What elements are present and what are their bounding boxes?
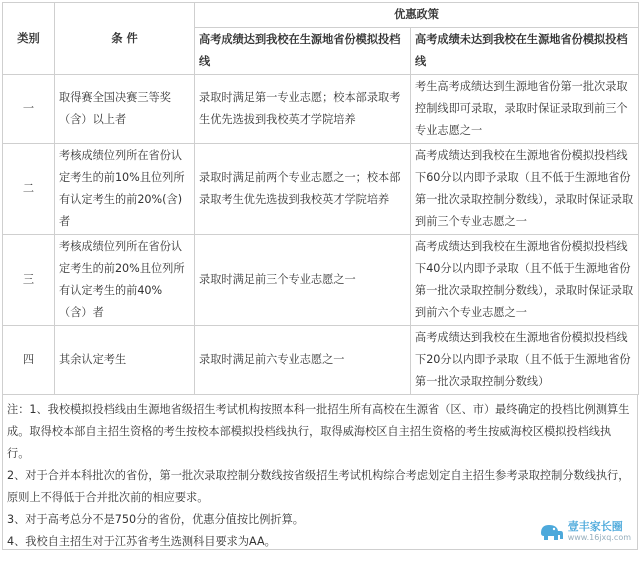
table-row xyxy=(3,75,639,144)
row-reach-policy: 录取时满足前两个专业志愿之一；校本部录取考生优先选拔到我校英才学院培养 xyxy=(195,144,411,235)
header-policy: 优惠政策 xyxy=(195,3,639,28)
row-condition: 其余认定考生 xyxy=(55,326,195,395)
note-item: 3、对于高考总分不是750分的省份，优惠分值按比例折算。 xyxy=(7,513,304,526)
policy-table xyxy=(2,2,639,395)
row-condition: 取得赛全国决赛三等奖（含）以上者 xyxy=(55,75,195,144)
watermark xyxy=(538,521,631,543)
notes-section xyxy=(2,395,638,550)
row-category: 三 xyxy=(3,235,55,326)
watermark-url: www.16jxq.com xyxy=(567,533,631,542)
elephant-logo-icon xyxy=(538,521,564,543)
row-reach-policy: 录取时满足前三个专业志愿之一 xyxy=(195,235,411,326)
row-not-reach-policy: 高考成绩达到我校在生源地省份模拟投档线下60分以内即予录取（且不低于生源地省份第一批次录取控制分数线），录取时保证录取到前三个专业志愿之一 xyxy=(411,144,639,235)
row-not-reach-policy: 考生高考成绩达到生源地省份第一批次录取控制线即可录取，录取时保证录取到前三个专业志愿之一 xyxy=(411,75,639,144)
row-condition: 考核成绩位列所在省份认定考生的前10%且位列所有认定考生的前20%(含)者 xyxy=(55,144,195,235)
note-item: 2、对于合并本科批次的省份，第一批次录取控制分数线按省级招生考试机构综合考虑划定自主招生参考录取控制分数线执行，原则上不得低于合并批次前的相应要求。 xyxy=(7,469,630,504)
header-reach: 高考成绩达到我校在生源地省份模拟投档线 xyxy=(195,28,411,75)
table-row xyxy=(3,144,639,235)
row-not-reach-policy: 高考成绩达到我校在生源地省份模拟投档线下20分以内即予录取（且不低于生源地省份第一批次录取控制分数线） xyxy=(411,326,639,395)
header-condition: 条 件 xyxy=(55,3,195,75)
row-not-reach-policy: 高考成绩达到我校在生源地省份模拟投档线下40分以内即予录取（且不低于生源地省份第一批次录取控制分数线），录取时保证录取到前六个专业志愿之一 xyxy=(411,235,639,326)
row-condition: 考核成绩位列所在省份认定考生的前20%且位列所有认定考生的前40%（含）者 xyxy=(55,235,195,326)
note-item: 注：1、我校模拟投档线由生源地省级招生考试机构按照本科一批招生所有高校在生源省（区、市）最终确定的投档比例测算生成。取得校本部自主招生资格的考生按校本部模拟投档线执行，取得威海校区自主招生资格的考生按威海校区模拟投档线执行。 xyxy=(7,403,630,460)
row-reach-policy: 录取时满足第一专业志愿；校本部录取考生优先选拔到我校英才学院培养 xyxy=(195,75,411,144)
table-row xyxy=(3,235,639,326)
row-reach-policy: 录取时满足前六专业志愿之一 xyxy=(195,326,411,395)
header-category: 类别 xyxy=(3,3,55,75)
note-item: 4、我校自主招生对于江苏省考生选测科目要求为AA。 xyxy=(7,535,276,548)
row-category: 二 xyxy=(3,144,55,235)
header-not-reach: 高考成绩未达到我校在生源地省份模拟投档线 xyxy=(411,28,639,75)
row-category: 一 xyxy=(3,75,55,144)
row-category: 四 xyxy=(3,326,55,395)
policy-document xyxy=(2,2,638,550)
watermark-brand: 壹丰家长圈 xyxy=(567,520,623,533)
table-row xyxy=(3,326,639,395)
